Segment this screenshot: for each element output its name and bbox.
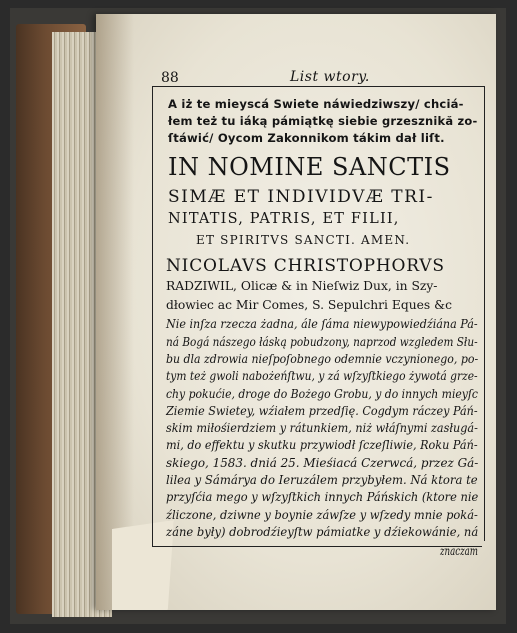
torn-paper-corner <box>112 520 174 610</box>
body-line-3: dłowiec ac Mir Comes, S. Sepulchri Eques &c <box>166 298 452 312</box>
body-line-6: bu dla zdrowia nieſpoſobnego odemnie vczynionego, po- <box>166 352 479 366</box>
intro-line-1: A iż te mieyscá Swiete náwiedziwszy/ chciá- <box>168 97 464 111</box>
running-head: List wtory. <box>290 69 370 85</box>
frame-rule-bottom <box>152 546 482 547</box>
body-line-1: NICOLAVS CHRISTOPHORVS <box>166 256 445 276</box>
intro-line-2: łem też tu iáką pámiątkę siebie grzesznikă zo- <box>168 114 478 128</box>
page-gutter-shadow <box>96 14 134 610</box>
intro-line-3: ſtáwić/ Oycom Zakonnikom tákim dał liſt. <box>168 131 445 145</box>
page-number: 88 <box>161 70 179 86</box>
invocation-line-1: IN NOMINE SANCTIS <box>168 153 451 181</box>
body-line-7: tym też gwoli nabożeńſtwu, y zá wſzyſtkiego żywotá grze- <box>166 369 478 383</box>
body-line-5: ná Bogá nászego łáską pobudzony, naprzod wzgledem Słu- <box>166 335 478 349</box>
body-line-12: skiego, 1583. dniá 25. Mieśiacá Czerwcá, przez Gá- <box>166 456 479 470</box>
invocation-line-2: SIMÆ ET INDIVIDVÆ TRI- <box>168 187 434 207</box>
body-line-8: chy pokućie, droge do Bożego Grobu, y do innych mieyſc <box>166 387 478 401</box>
invocation-line-4: ET SPIRITVS SANCTI. AMEN. <box>196 233 411 247</box>
body-line-15: źliczone, dziwne y boynie záwſze y wſzedy mnie poká- <box>166 508 478 522</box>
body-line-13: lilea y Sámárya do Ieruzálem przybyłem. Ná ktora te <box>166 473 478 487</box>
body-line-9: Ziemie Swietey, wźiałem przedſię. Cogdym ráczey Páń- <box>166 404 478 418</box>
frame-rule-left <box>152 86 153 546</box>
frame-rule-right <box>484 86 485 541</box>
body-line-14: przyſćia mego y wſzyſtkich innych Páńskich (ktore nie <box>166 490 479 504</box>
catchword: znaczam <box>440 543 478 558</box>
body-line-10: skim miłośierdziem y rátunkiem, niż włáſnymi zasługá- <box>166 421 478 435</box>
body-line-2: RADZIWIL, Olicæ & in Nieſwiz Dux, in Szy- <box>166 279 438 293</box>
body-line-11: mi, do effektu y skutku przywiodł ſczeſliwie, Roku Páń- <box>166 438 478 452</box>
body-line-4: Nie inſza rzecza żadna, ále ſáma niewypowiedźiána Pá- <box>166 317 478 331</box>
body-line-16: záne były) dobrodźieyſtw pámiatke y dźiekowánie, ná <box>166 525 479 539</box>
invocation-line-3: NITATIS, PATRIS, ET FILII, <box>168 211 400 227</box>
frame-rule-top <box>152 86 484 87</box>
